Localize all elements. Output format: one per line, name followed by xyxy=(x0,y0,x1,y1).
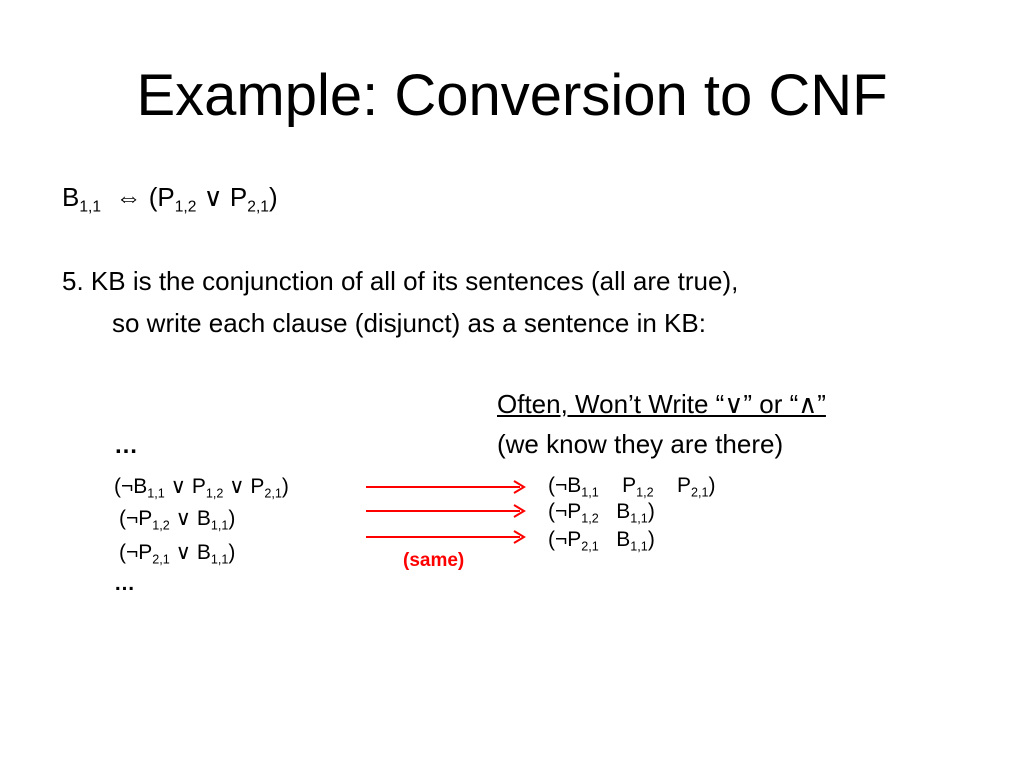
close-paren: ) xyxy=(268,182,278,212)
right-clause-2 xyxy=(548,500,655,524)
iff-symbol: ⇔ xyxy=(115,182,142,212)
clause-text: ) xyxy=(228,507,236,530)
clause-text: P xyxy=(653,474,692,497)
subscript: 1,1 xyxy=(210,552,229,567)
subscript: 2,1 xyxy=(152,552,170,567)
note-heading: Often, Won’t Write “∨” or “∧” xyxy=(497,389,826,419)
clause-text: (¬P xyxy=(548,528,582,551)
note-subtext: (we know they are there) xyxy=(497,429,784,459)
ellipsis-top: … xyxy=(114,432,138,459)
subscript: 1,1 xyxy=(630,511,648,526)
symbol-b: B xyxy=(62,182,80,212)
clause-text: ) xyxy=(281,475,289,498)
clause-text: P xyxy=(598,474,637,497)
clause-text: B xyxy=(598,500,631,523)
clause-text: (¬P xyxy=(119,507,153,530)
right-clause-3 xyxy=(548,528,655,552)
clause-text: (¬P xyxy=(548,500,582,523)
clause-text: ∨ B xyxy=(169,541,211,564)
clause-text: ) xyxy=(647,528,655,551)
subscript: 2,1 xyxy=(247,198,269,216)
step-text-line-1: 5. KB is the conjunction of all of its sentences (all are true), xyxy=(62,266,739,296)
slide-title: Example: Conversion to CNF xyxy=(136,63,888,128)
clause-text: ) xyxy=(228,541,236,564)
subscript: 1,2 xyxy=(152,518,170,533)
clause-text: ∨ B xyxy=(169,507,211,530)
subscript: 1,1 xyxy=(630,539,648,554)
subscript: 2,1 xyxy=(264,486,282,501)
subscript: 1,2 xyxy=(636,485,654,500)
subscript: 1,2 xyxy=(581,511,599,526)
clause-text: ∨ P xyxy=(164,475,206,498)
clause-text: ) xyxy=(708,474,716,497)
subscript: 1,2 xyxy=(174,198,197,216)
symbol-p: P xyxy=(157,182,175,212)
clause-text: ) xyxy=(647,500,655,523)
or-symbol: ∨ xyxy=(203,182,223,212)
subscript: 1,2 xyxy=(205,486,224,501)
subscript: 1,1 xyxy=(210,518,229,533)
subscript: 1,1 xyxy=(79,198,102,216)
same-label: (same) xyxy=(403,550,465,571)
subscript: 2,1 xyxy=(691,485,709,500)
subscript: 1,1 xyxy=(581,485,599,500)
subscript: 2,1 xyxy=(581,539,599,554)
right-clause-1 xyxy=(548,474,716,498)
clause-text: ∨ P xyxy=(223,475,265,498)
subscript: 1,1 xyxy=(147,486,165,501)
clause-text: B xyxy=(598,528,631,551)
clause-text: (¬B xyxy=(114,475,148,498)
symbol-p: P xyxy=(229,182,248,212)
clause-text: (¬P xyxy=(119,541,153,564)
clause-text: (¬B xyxy=(548,474,582,497)
step-text-line-2: so write each clause (disjunct) as a sentence in KB: xyxy=(112,308,706,338)
open-paren: ( xyxy=(148,182,158,212)
ellipsis-bottom: … xyxy=(114,572,135,595)
